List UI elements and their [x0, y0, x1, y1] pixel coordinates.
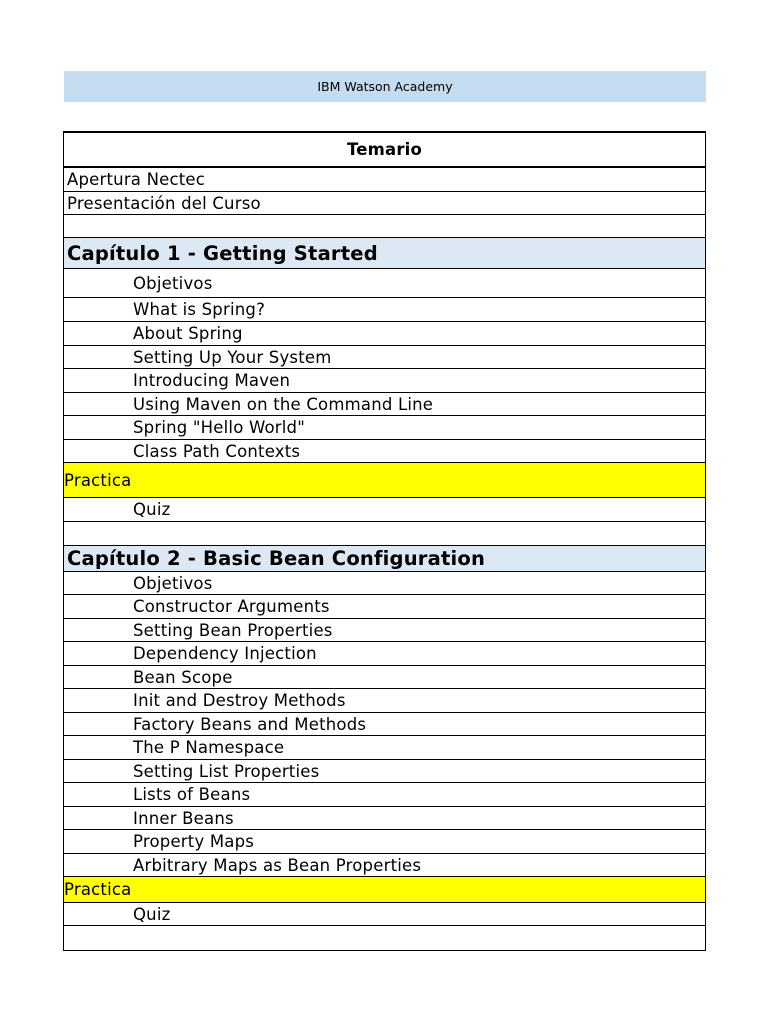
row-text: Lists of Beans — [133, 785, 251, 804]
header-title: IBM Watson Academy — [317, 79, 453, 94]
row-text: About Spring — [133, 324, 243, 343]
row-text: Setting Bean Properties — [133, 620, 333, 640]
table-row — [64, 192, 705, 215]
row-text: Objetivos — [133, 273, 213, 293]
topic-row — [64, 619, 705, 642]
topic-row — [64, 440, 705, 463]
topic-row — [64, 666, 705, 689]
row-text: Quiz — [133, 500, 171, 519]
row-text: Constructor Arguments — [133, 597, 330, 616]
row-text: Practica — [64, 880, 132, 899]
row-text: Arbitrary Maps as Bean Properties — [133, 855, 422, 875]
topic-row — [64, 298, 705, 322]
row-text: Presentación del Curso — [67, 193, 261, 213]
table-rows — [64, 168, 705, 950]
topic-row — [64, 807, 705, 830]
row-text: Practica — [64, 470, 132, 490]
topic-row — [64, 416, 705, 440]
row-text: Quiz — [133, 904, 171, 924]
row-text: Factory Beans and Methods — [133, 714, 367, 734]
topic-row — [64, 595, 705, 619]
topic-row — [64, 736, 705, 760]
table-row — [64, 168, 705, 192]
practice-row — [64, 877, 705, 903]
row-text: What is Spring? — [133, 300, 266, 319]
table-title-text: Temario — [346, 140, 423, 159]
row-text: Using Maven on the Command Line — [133, 394, 434, 414]
topic-row — [64, 903, 705, 926]
row-text: Inner Beans — [133, 808, 234, 828]
chapter-title: Capítulo 1 - Getting Started — [67, 241, 378, 265]
topic-row — [64, 713, 705, 736]
topic-row — [64, 269, 705, 298]
topic-row — [64, 642, 705, 666]
row-text: The P Namespace — [133, 738, 285, 757]
blank-row — [64, 926, 705, 950]
topic-row — [64, 854, 705, 877]
topic-row — [64, 393, 705, 416]
topic-row — [64, 346, 705, 369]
row-text: Objetivos — [133, 573, 213, 593]
row-text: Class Path Contexts — [133, 441, 301, 461]
row-text: Bean Scope — [133, 667, 233, 687]
topic-row — [64, 830, 705, 854]
chapter-heading-row — [64, 546, 705, 572]
row-text: Init and Destroy Methods — [133, 691, 346, 710]
row-text: Introducing Maven — [133, 371, 291, 390]
blank-row — [64, 522, 705, 546]
topic-row — [64, 369, 705, 393]
row-text: Setting List Properties — [133, 761, 320, 781]
chapter-heading-row — [64, 238, 705, 269]
topic-row — [64, 689, 705, 713]
topic-row — [64, 498, 705, 522]
blank-row — [64, 215, 705, 238]
table-title — [64, 132, 705, 168]
row-text: Dependency Injection — [133, 644, 317, 663]
topic-row — [64, 572, 705, 595]
chapter-title: Capítulo 2 - Basic Bean Configuration — [67, 547, 486, 570]
topic-row — [64, 783, 705, 807]
syllabus-table — [63, 131, 706, 951]
row-text: Property Maps — [133, 832, 255, 851]
row-text: Spring "Hello World" — [133, 418, 306, 437]
row-text: Apertura Nectec — [67, 170, 206, 189]
topic-row — [64, 322, 705, 346]
practice-row — [64, 463, 705, 498]
topic-row — [64, 760, 705, 783]
header-banner — [64, 71, 706, 102]
row-text: Setting Up Your System — [133, 347, 332, 367]
